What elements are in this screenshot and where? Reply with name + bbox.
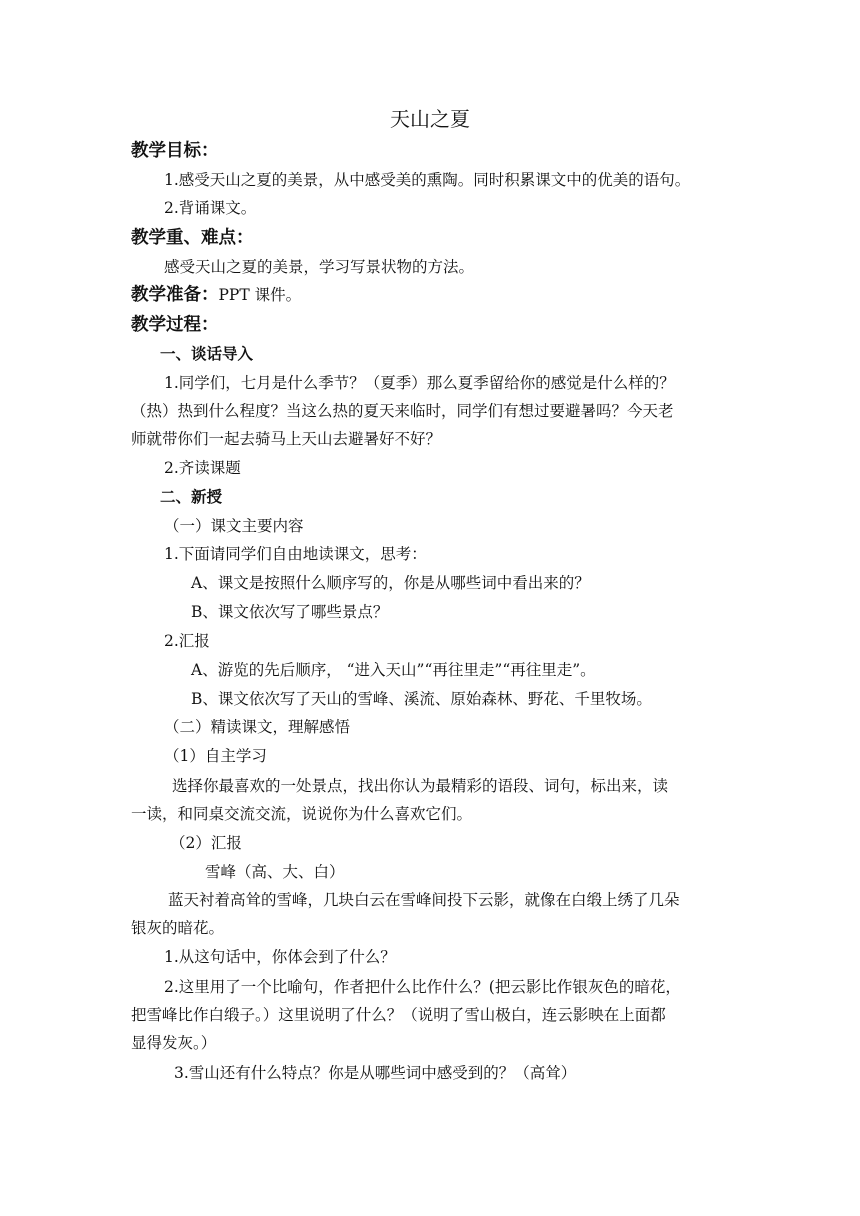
self-study-title: （1）自主学习: [164, 747, 267, 765]
question-2-line-2: 把雪峰比作白缎子。）这里说明了什么？（说明了雪山极白，连云影映在上面都: [131, 1006, 666, 1024]
part-1-report: 2.汇报: [164, 632, 210, 650]
key-points-text: 感受天山之夏的美景，学习写景状物的方法。: [164, 258, 475, 276]
goals-item-2: 2.背诵课文。: [164, 199, 257, 217]
question-1: 1.从这句话中，你体会到了什么？: [164, 948, 396, 966]
part-2-title: （二）精读课文，理解感悟: [164, 718, 351, 736]
section-1-para-2: 2.齐读课题: [164, 459, 241, 477]
section-1-para-1-line-1: 1.同学们，七月是什么季节？（夏季）那么夏季留给你的感觉是什么样的？: [164, 374, 675, 392]
snow-peak-label: 雪峰（高、大、白）: [205, 863, 345, 881]
quote-line-2: 银灰的暗花。: [131, 919, 225, 937]
process-heading: 教学过程：: [131, 315, 219, 335]
self-study-line-2: 一读，和同桌交流交流，说说你为什么喜欢它们。: [131, 805, 473, 823]
goals-heading: 教学目标：: [131, 141, 219, 161]
question-3: 3.雪山还有什么特点？你是从哪些词中感受到的？（高耸）: [174, 1064, 577, 1082]
part-1-question-a: A、课文是按照什么顺序写的，你是从哪些词中看出来的？: [191, 574, 590, 592]
part-1-report-b: B、课文依次写了天山的雪峰、溪流、原始森林、野花、千里牧场。: [191, 690, 652, 708]
section-2-title: 二、新授: [160, 488, 223, 506]
document-title: 天山之夏: [390, 107, 470, 131]
part-1-title: （一）课文主要内容: [164, 517, 304, 535]
part-1-question: 1.下面请同学们自由地读课文，思考：: [164, 545, 427, 563]
question-2-line-3: 显得发灰。）: [131, 1034, 217, 1052]
report-2-title: （2）汇报: [170, 834, 242, 852]
section-1-para-1-line-3: 师就带你们一起去骑马上天山去避暑好不好？: [131, 430, 442, 448]
quote-line-1: 蓝天衬着高耸的雪峰，几块白云在雪峰间投下云影，就像在白缎上绣了几朵: [168, 891, 680, 909]
goals-item-1: 1.感受天山之夏的美景，从中感受美的熏陶。同时积累课文中的优美的语句。: [164, 171, 691, 189]
self-study-line-1: 选择你最喜欢的一处景点，找出你认为最精彩的语段、词句，标出来，读: [172, 777, 669, 795]
prep-line: [131, 285, 301, 305]
section-1-title: 一、谈话导入: [160, 345, 254, 363]
prep-heading: 教学准备：: [131, 285, 219, 305]
question-2-line-1: 2.这里用了一个比喻句，作者把什么比作什么？(把云影比作银灰色的暗花，: [164, 978, 681, 996]
key-points-heading: 教学重、难点：: [131, 228, 254, 248]
part-1-question-b: B、课文依次写了哪些景点？: [191, 603, 389, 621]
prep-text: PPT 课件。: [218, 286, 302, 304]
section-1-para-1-line-2: （热）热到什么程度？当这么热的夏天来临时，同学们有想过要避暑吗？今天老: [131, 402, 674, 420]
part-1-report-a: A、游览的先后顺序， “进入天山”“再往里走”“再往里走”。: [191, 661, 596, 679]
